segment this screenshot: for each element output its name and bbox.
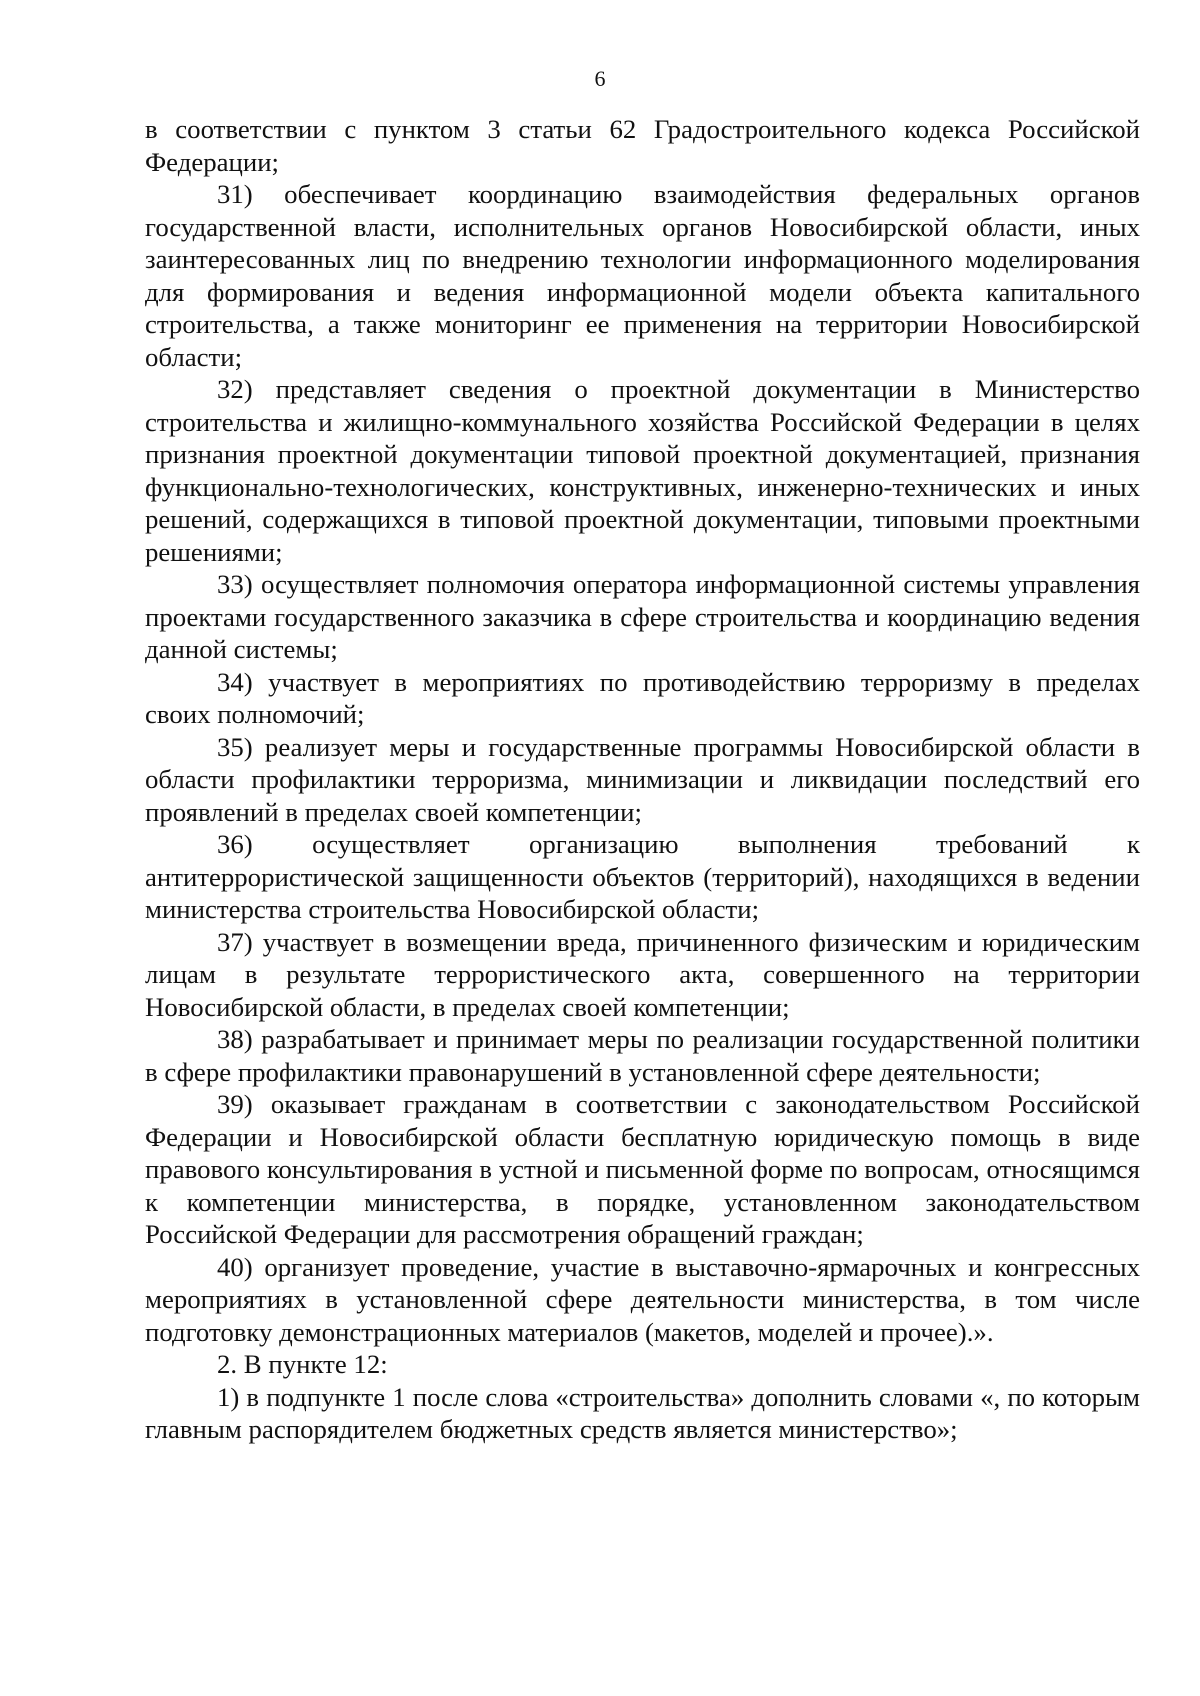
page-number: 6 <box>594 66 606 91</box>
paragraph-item-34: 34) участвует в мероприятиях по противодействию терроризму в пределах своих полномочий; <box>145 666 1140 729</box>
paragraph-item-38: 38) разрабатывает и принимает меры по реализации государственной политики в сфере профилактики правонарушений в установленной сфере деятельности; <box>145 1024 1140 1087</box>
paragraph-subitem-1: 1) в подпункте 1 после слова «строительства» дополнить словами «, по которым главным распорядителем бюджетных средств является министерство»; <box>145 1381 1140 1444</box>
paragraph-item-37: 37) участвует в возмещении вреда, причиненного физическим и юридическим лицам в результате террористического акта, совершенного на территории Новосибирской области, в пределах своей компетенции; <box>145 926 1140 1022</box>
paragraph-item-31: 31) обеспечивает координацию взаимодействия федеральных органов государственной власти, исполнительных органов Новосибирской области, иных заинтересованных лиц по внедрению технологии информационного моделирования для формирования и ведения информационной модели объекта капитального строительства, а также мониторинг ее применения на территории Новосибирской области; <box>145 179 1140 372</box>
paragraph-item-35: 35) реализует меры и государственные программы Новосибирской области в области профилактики терроризма, минимизации и ликвидации последствий его проявлений в пределах своей компетенции; <box>145 731 1140 827</box>
paragraph-item-39: 39) оказывает гражданам в соответствии с законодательством Российской Федерации и Новосибирской области бесплатную юридическую помощь в виде правового консультирования в устной и письменной форме по вопросам, относящимся к компетенции министерства, в порядке, установленном законодательством Российской Федерации для рассмотрения обращений граждан; <box>145 1089 1140 1249</box>
paragraph-continuation: в соответствии с пунктом 3 статьи 62 Градостроительного кодекса Российской Федерации; <box>145 114 1140 177</box>
paragraph-item-33: 33) осуществляет полномочия оператора информационной системы управления проектами государственного заказчика в сфере строительства и координацию ведения данной системы; <box>145 569 1140 664</box>
paragraph-item-36: 36) осуществляет организацию выполнения требований к антитеррористической защищенности объектов (территорий), находящихся в ведении министерства строительства Новосибирской области; <box>145 829 1140 924</box>
paragraph-item-32: 32) представляет сведения о проектной документации в Министерство строительства и жилищно-коммунального хозяйства Российской Федерации в целях признания проектной документации типовой проектной документацией, признания функционально-технологических, конструктивных, инженерно-технических и иных решений, содержащихся в типовой проектной документации, типовыми проектными решениями; <box>145 374 1140 567</box>
paragraph-item-40: 40) организует проведение, участие в выставочно-ярмарочных и конгрессных мероприятиях в установленной сфере деятельности министерства, в том числе подготовку демонстрационных материалов (макетов, моделей и прочее).». <box>145 1251 1140 1347</box>
document-body <box>145 113 1140 1446</box>
paragraph-section-2: 2. В пункте 12: <box>217 1349 388 1379</box>
